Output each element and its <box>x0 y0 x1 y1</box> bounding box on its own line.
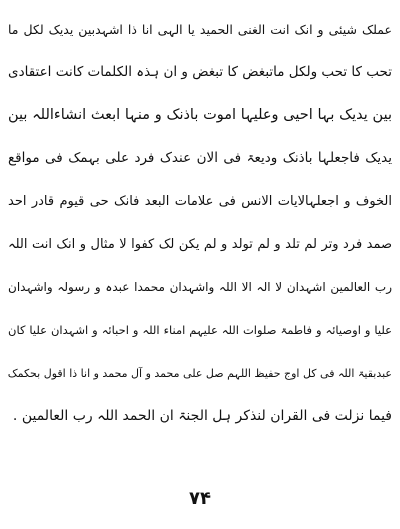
text-line-10: فیما نزلت فی القران لنذکر ہل الجنۃ ان الحمد اللہ رب العالمین . <box>12 408 392 424</box>
text-line-8: علیا و اوصیائہ و فاطمۃ صلوات اللہ علیہم امناء اللہ و احبائہ و اشہدان علیا کان <box>8 323 392 337</box>
prayer-text-block <box>8 8 392 438</box>
text-line-7: رب العالمین اشہدان لا الہ الا اللہ واشہدان محمدا عبدہ و رسولہ واشہدان <box>8 280 392 294</box>
text-line-1: عملک شیئی و انک انت الغنی الحمید یا الہی انا ذا اشہدبین یدیک لکل ما <box>8 22 392 37</box>
text-line-6: صمد فرد وتر لم تلد و لم تولد و لم یکن لک کفوا لا مثال و انک انت اللہ <box>8 237 392 252</box>
page-number: ۷۴ <box>189 488 211 509</box>
text-line-9: عبدبقیۃ اللہ فی کل اوج حفیظ اللہم صل علی محمد و آل محمد و انا ذا اقول بحکمک <box>8 367 392 380</box>
text-line-4: یدیک فاجعلہا باذنک ودیعۃ فی الان عندک فرد علی بہمک فی مواقع <box>8 150 392 166</box>
text-line-3: بین یدیک بہا احیی وعلیہا اموت باذنک و منہا ابعث انشاءاللہ بین <box>8 107 392 123</box>
text-line-2: تحب کا تحب ولکل ماتبغض کا تبغض و ان ہذہ الکلمات کانت اعتقادی <box>8 64 392 80</box>
text-line-5: الخوف و اجعلہالایات الانس فی علامات البعد فانک حی قیوم قادر احد <box>8 194 392 209</box>
